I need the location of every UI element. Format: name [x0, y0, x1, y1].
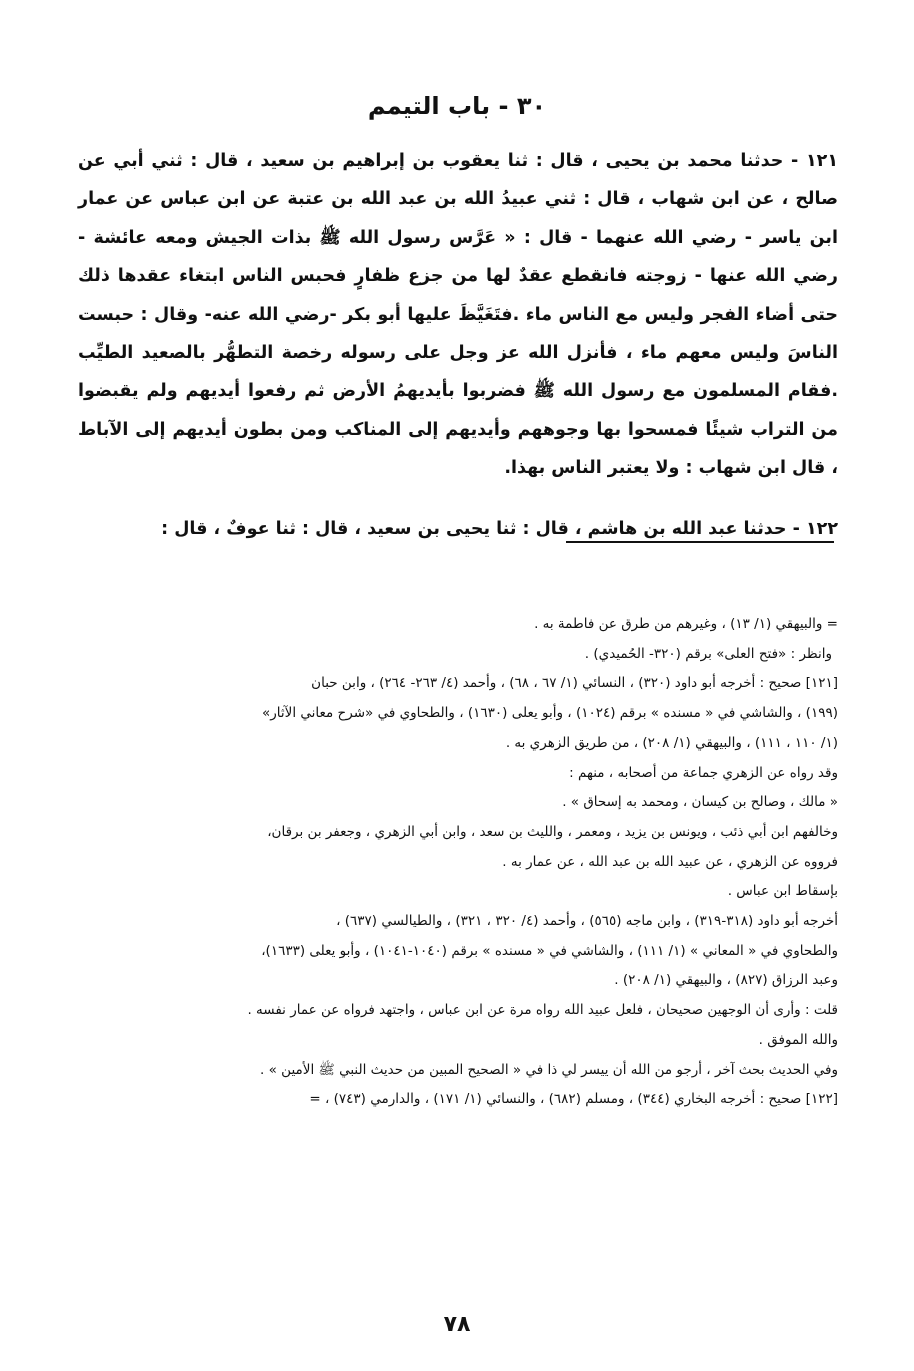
footnote-separator [566, 541, 834, 543]
footnote-line: فرووه عن الزهري ، عن عبيد الله بن عبد الله ، عن عمار به . [502, 853, 838, 870]
footnote-line: وخالفهم ابن أبي ذئب ، ويونس بن يزيد ، ومعمر ، والليث بن سعد ، وابن أبي الزهري ، وجعفر بن برقان، [267, 823, 838, 840]
main-text [78, 142, 838, 548]
page-number: ٧٨ [443, 1312, 471, 1337]
footnote-line: وعبد الرزاق (٨٢٧) ، والبيهقي (١/ ٢٠٨) . [614, 972, 838, 989]
hadith-122: ١٢٢ - حدثنا عبد الله بن هاشم ، قال : ثنا يحيى بن سعيد ، قال : ثنا عوفٌ ، قال : [161, 518, 838, 539]
footnote-line: « مالك ، وصالح بن كيسان ، ومحمد به إسحاق » . [562, 794, 838, 811]
footnote-line: أخرجه أبو داود (٣١٨-٣١٩) ، وابن ماجه (٥٦٥) ، وأحمد (٤/ ٣٢٠ ، ٣٢١) ، والطيالسي (٦٣٧) ، [336, 913, 838, 930]
footnote-line: = والبيهقي (١/ ١٣) ، وغيرهم من طرق عن فاطمة به . [534, 616, 838, 632]
footnote-line: (١٩٩) ، والشاشي في « مسنده » برقم (١٠٢٤) ، وأبو يعلى (١٦٣٠) ، والطحاوي في «شرح معاني الآثار» [262, 705, 838, 722]
footnote-line: [١٢٢] صحيح : أخرجه البخاري (٣٤٤) ، ومسلم (٦٨٢) ، والنسائي (١/ ١٧١) ، والدارمي (٧٤٣) ، = [309, 1091, 838, 1108]
footnote-line: والطحاوي في « المعاني » (١/ ١١١) ، والشاشي في « مسنده » برقم (١٠٤٠-١٠٤١) ، وأبو يعلى (١٦٣٣)، [261, 942, 838, 959]
chapter-title: ٣٠ - باب التيمم [367, 92, 547, 120]
footnote-line: قلت : وأرى أن الوجهين صحيحان ، فلعل عبيد الله رواه مرة عن ابن عباس ، واجتهد فرواه عن عمار نفسه . [247, 1002, 838, 1019]
footnote-line: وفي الحديث بحث آخر ، أرجو من الله أن ييسر لي ذا في « الصحيح المبين من حديث النبي ﷺ الأمين » . [260, 1061, 838, 1078]
footnote-line: وانظر : «فتح العلى» برقم (٣٢٠- الحُميدي) . [584, 645, 832, 662]
footnote-line: [١٢١] صحيح : أخرجه أبو داود (٣٢٠) ، النسائي (١/ ٦٧ ، ٦٨) ، وأحمد (٤/ ٢٦٣- ٢٦٤) ، وابن حبان [311, 675, 838, 692]
footnotes [78, 610, 838, 1115]
footnote-line: بإسقاط ابن عباس . [727, 883, 838, 900]
footnote-line: (١/ ١١٠ ، ١١١) ، والبيهقي (١/ ٢٠٨) ، من طريق الزهري به . [505, 734, 838, 751]
footnote-line: والله الموفق . [758, 1031, 838, 1048]
footnote-line: وقد رواه عن الزهري جماعة من أصحابه ، منهم : [569, 764, 838, 781]
hadith-121: ١٢١ - حدثنا محمد بن يحيى ، قال : ثنا يعقوب بن إبراهيم بن سعيد ، قال : ثني أبي عن صالح ، عن ابن شهاب ، قال : ثني عبيدُ الله بن عبد الله بن عتبة عن ابن عباس عن عمار ابن ياسر - رضي الله عنهما - قال : « عَرَّس رسول الله ﷺ بذات الجيش ومعه عائشة - رضي الله عنها - زوجته فانقطع عقدٌ لها من جزع ظفارٍ فحبس الناس ابتغاء عقدها ذلك حتى أضاء الفجر وليس مع الناس ماء .فتَغَيَّظَ عليها أبو بكر -رضي الله عنه- وقال : حبست الناسَ وليس معهم ماء ، فأنزل الله عز وجل على رسوله رخصة التطهُّر بالصعيد الطيِّب .فقام المسلمون مع رسول الله ﷺ فضربوا بأيديهمُ الأرض ثم رفعوا أيديهم ولم يقبضوا من التراب شيئًا فمسحوا بها وجوههم وأيديهم إلى المناكب ومن بطون أيديهم إلى الآباط ، قال ابن شهاب : ولا يعتبر الناس بهذا. [78, 151, 838, 479]
